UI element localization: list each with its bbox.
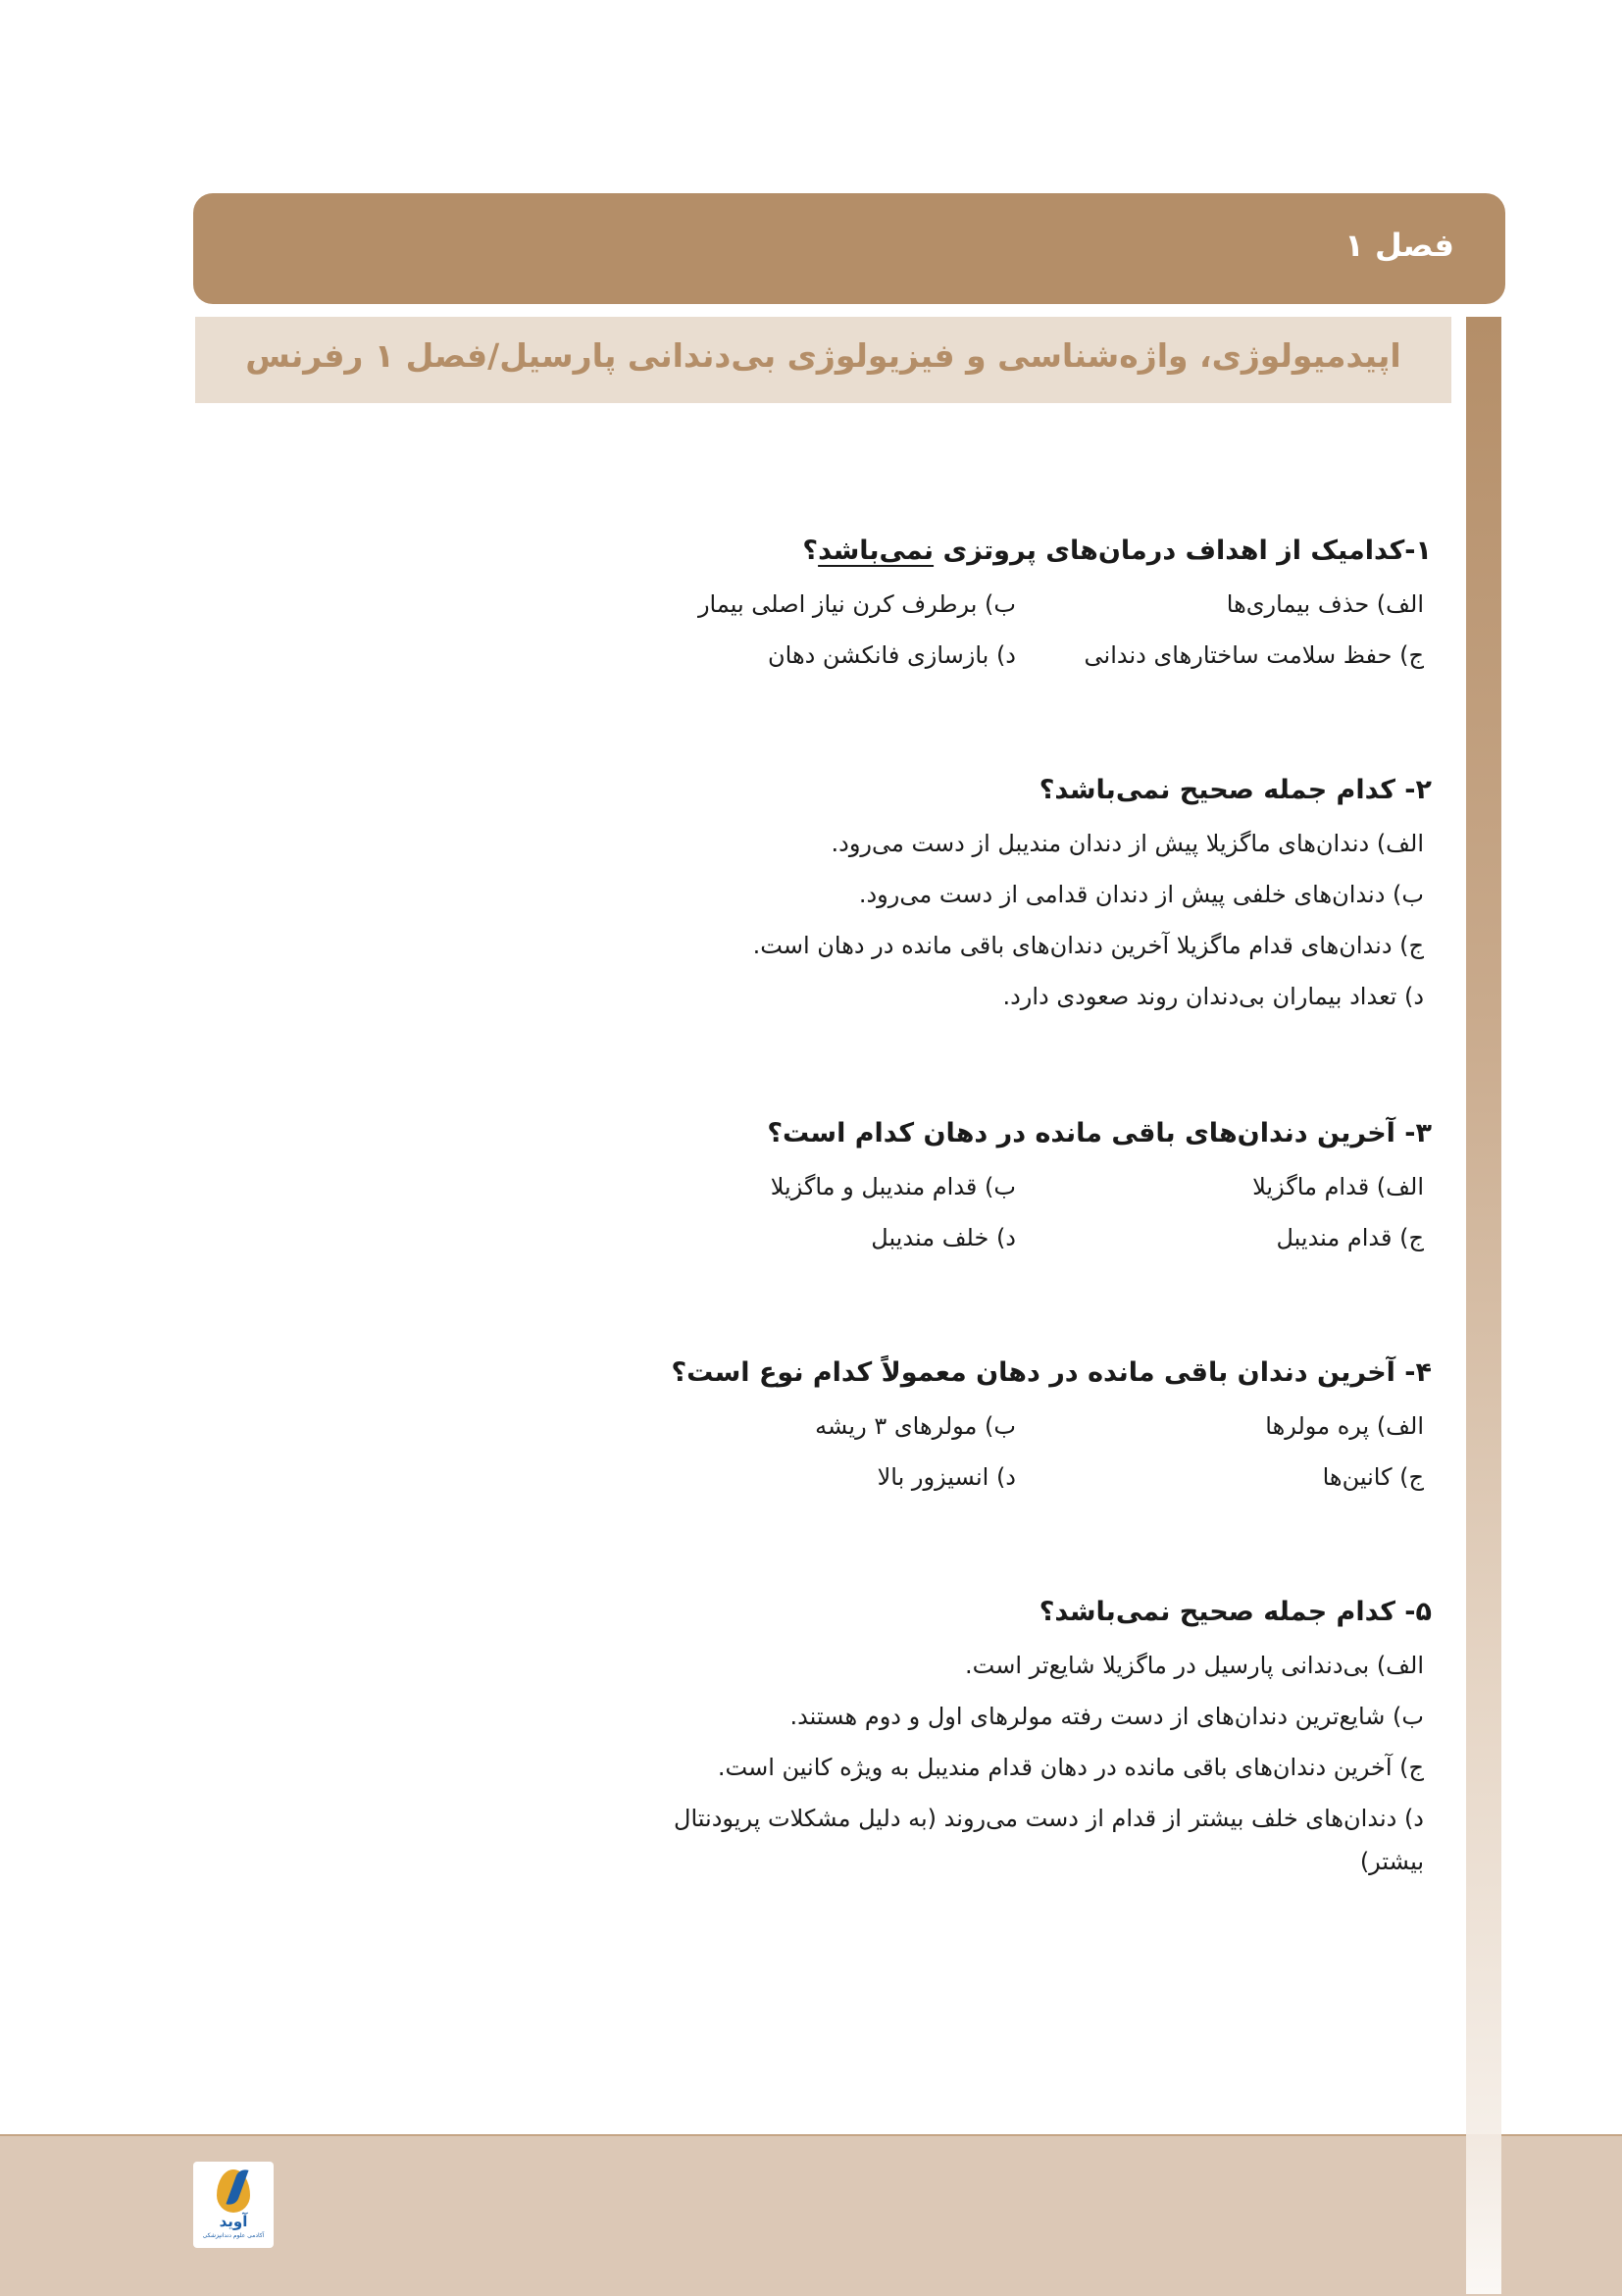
option-b: ب) برطرف کرن نیاز اصلی بیمار	[697, 590, 1016, 618]
option-d: د) انسیزور بالا	[877, 1463, 1016, 1491]
side-decoration-bar	[1466, 317, 1501, 2294]
option-d: د) بازسازی فانکشن دهان	[768, 641, 1016, 669]
question-3	[608, 1112, 1432, 1259]
option-a: الف) حذف بیماری‌ها	[1226, 590, 1424, 618]
question-title: ۳- آخرین دندان‌های باقی مانده در دهان کدام است؟	[767, 1118, 1432, 1148]
option-b: ب) شایع‌ترین دندان‌های از دست رفته مولرهای اول و دوم هستند.	[789, 1703, 1424, 1730]
answer-options	[608, 1644, 1432, 1883]
option-c: ج) حفظ سلامت ساختارهای دندانی	[1084, 641, 1424, 669]
option-b: ب) مولرهای ۳ ریشه	[815, 1412, 1016, 1440]
chapter-subtitle-band	[195, 317, 1451, 403]
logo-text: آوید	[219, 2213, 248, 2230]
side-decoration-bar-footer	[1466, 2134, 1501, 2294]
option-b: ب) قدام مندیبل و ماگزیلا	[770, 1173, 1016, 1200]
option-c: ج) آخرین دندان‌های باقی مانده در دهان قدام مندیبل به ویژه کانین است.	[717, 1754, 1424, 1781]
question-title: ۵- کدام جمله صحیح نمی‌باشد؟	[1039, 1597, 1432, 1627]
option-c: ج) دندان‌های قدام ماگزیلا آخرین دندان‌های باقی مانده در دهان است.	[752, 932, 1424, 959]
answer-options	[608, 1404, 1432, 1499]
question-1	[608, 530, 1432, 677]
option-c: ج) قدام مندیبل	[1276, 1224, 1424, 1251]
question-list	[608, 530, 1432, 1975]
option-a: الف) بی‌دندانی پارسیل در ماگزیلا شایع‌تر است.	[965, 1652, 1424, 1679]
question-4	[608, 1352, 1432, 1499]
chapter-label: فصل ۱	[1344, 227, 1454, 264]
option-d: د) دندان‌های خلف بیشتر از قدام از دست می‌روند (به دلیل مشکلات پریودنتال بیشتر)	[674, 1805, 1424, 1875]
chapter-subtitle: اپیدمیولوژی، واژه‌شناسی و فیزیولوژی بی‌دندانی پارسیل/فصل ۱ رفرنس	[245, 336, 1401, 375]
underlined-word: نمی‌باشد	[818, 536, 935, 566]
answer-options	[608, 583, 1432, 677]
question-title-text: ۱-کدامیک از اهداف درمان‌های پروتزی	[934, 536, 1432, 566]
chapter-header-bar	[193, 193, 1505, 304]
option-a: الف) قدام ماگزیلا	[1252, 1173, 1424, 1200]
option-a: الف) دندان‌های ماگزیلا پیش از دندان مندیبل از دست می‌رود.	[831, 830, 1424, 857]
option-d: د) تعداد بیماران بی‌دندان روند صعودی دارد.	[1002, 983, 1424, 1010]
option-b: ب) دندان‌های خلفی پیش از دندان قدامی از دست می‌رود.	[858, 881, 1424, 908]
question-title	[608, 530, 1432, 573]
logo-tagline: آکادمی علوم دندانپزشکی	[202, 2232, 265, 2239]
question-title: ۲- کدام جمله صحیح نمی‌باشد؟	[1039, 775, 1432, 805]
question-2	[608, 769, 1432, 1018]
publisher-logo	[193, 2162, 274, 2248]
answer-options	[608, 822, 1432, 1018]
question-5	[608, 1591, 1432, 1883]
option-c: ج) کانین‌ها	[1322, 1463, 1424, 1491]
question-title: ۴- آخرین دندان باقی مانده در دهان معمولاً کدام نوع است؟	[671, 1357, 1432, 1388]
answer-options	[608, 1165, 1432, 1259]
question-mark: ؟	[802, 536, 819, 566]
option-d: د) خلف مندیبل	[871, 1224, 1016, 1251]
option-a: الف) پره مولرها	[1265, 1412, 1424, 1440]
